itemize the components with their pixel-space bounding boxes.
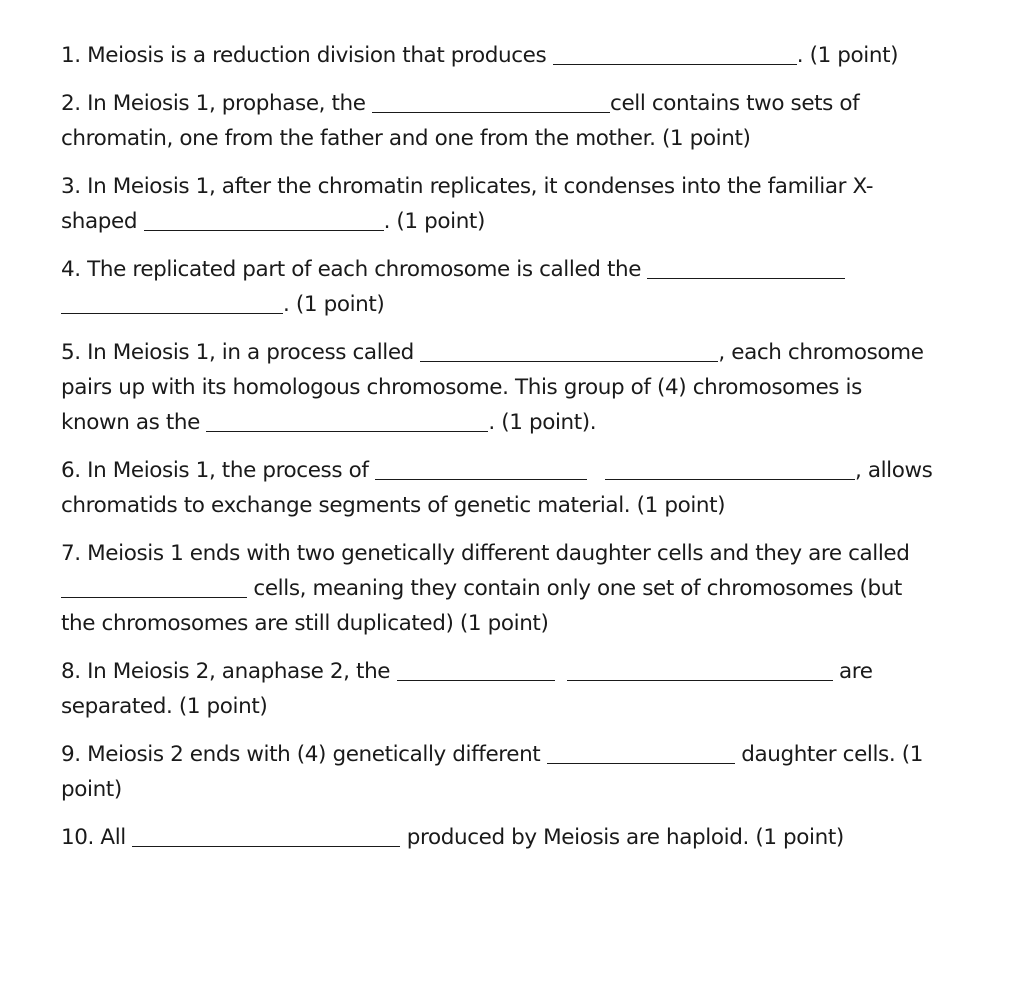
question-text: 4. The replicated part of each chromosome is called the (61, 257, 648, 282)
question-2 (61, 86, 961, 156)
worksheet (61, 38, 961, 868)
question-6 (61, 453, 961, 523)
answer-blank[interactable] (61, 312, 283, 314)
question-line (61, 737, 961, 772)
question-text: 8. In Meiosis 2, anaphase 2, the (61, 659, 397, 684)
answer-blank[interactable] (605, 478, 855, 480)
question-text: shaped (61, 209, 144, 234)
answer-blank[interactable] (553, 63, 797, 65)
question-line (61, 204, 961, 239)
question-text: . (1 point) (796, 43, 899, 68)
question-3 (61, 169, 961, 239)
question-text: . (1 point). (488, 410, 597, 435)
answer-blank[interactable] (567, 679, 833, 681)
question-text: cells, meaning they contain only one set of chromosomes (but (247, 576, 902, 601)
answer-blank[interactable] (397, 679, 555, 681)
question-text: , each chromosome (718, 340, 924, 365)
answer-blank[interactable] (206, 430, 488, 432)
question-9 (61, 737, 961, 807)
question-7 (61, 536, 961, 641)
question-text: chromatids to exchange segments of genetic material. (1 point) (61, 493, 726, 518)
question-4 (61, 252, 961, 322)
answer-blank[interactable] (144, 229, 384, 231)
question-text: separated. (1 point) (61, 694, 268, 719)
question-line (61, 86, 961, 121)
question-text: 3. In Meiosis 1, after the chromatin replicates, it condenses into the familiar X- (61, 174, 874, 199)
answer-blank[interactable] (372, 111, 610, 113)
question-line (61, 370, 961, 405)
question-text: known as the (61, 410, 207, 435)
question-line (61, 121, 961, 156)
question-text: point) (61, 777, 122, 802)
question-text: 9. Meiosis 2 ends with (4) genetically different (61, 742, 547, 767)
question-line (61, 405, 961, 440)
question-text: pairs up with its homologous chromosome. This group of (4) chromosomes is (61, 375, 862, 400)
question-line (61, 654, 961, 689)
question-line (61, 287, 961, 322)
question-text: 7. Meiosis 1 ends with two genetically different daughter cells and they are called (61, 541, 910, 566)
answer-blank[interactable] (420, 360, 718, 362)
question-text: produced by Meiosis are haploid. (1 point) (400, 825, 844, 850)
question-line (61, 38, 961, 73)
answer-blank[interactable] (647, 277, 845, 279)
question-text: . (1 point) (383, 209, 485, 234)
question-5 (61, 335, 961, 440)
question-line (61, 820, 961, 855)
question-text: daughter cells. (1 (734, 742, 923, 767)
question-line (61, 488, 961, 523)
question-text: chromatin, one from the father and one from the mother. (1 point) (61, 126, 751, 151)
question-line (61, 689, 961, 724)
question-text: the chromosomes are still duplicated) (1 point) (61, 611, 549, 636)
answer-blank[interactable] (132, 845, 400, 847)
question-text: 2. In Meiosis 1, prophase, the (61, 91, 373, 116)
question-line (61, 335, 961, 370)
question-text: 6. In Meiosis 1, the process of (61, 458, 375, 483)
question-text: 1. Meiosis is a reduction division that produces (61, 43, 553, 68)
question-line (61, 453, 961, 488)
question-line (61, 252, 961, 287)
question-line (61, 169, 961, 204)
question-text: , allows (854, 458, 933, 483)
question-text: cell contains two sets of (610, 91, 860, 116)
question-text: are (832, 659, 873, 684)
question-text: 5. In Meiosis 1, in a process called (61, 340, 421, 365)
question-line (61, 772, 961, 807)
question-text: . (1 point) (283, 292, 385, 317)
answer-blank[interactable] (61, 596, 247, 598)
question-1 (61, 38, 961, 73)
question-8 (61, 654, 961, 724)
question-10 (61, 820, 961, 855)
question-line (61, 536, 961, 571)
question-line (61, 606, 961, 641)
question-text: 10. All (61, 825, 133, 850)
answer-blank[interactable] (375, 478, 587, 480)
answer-blank[interactable] (547, 762, 735, 764)
question-line (61, 571, 961, 606)
